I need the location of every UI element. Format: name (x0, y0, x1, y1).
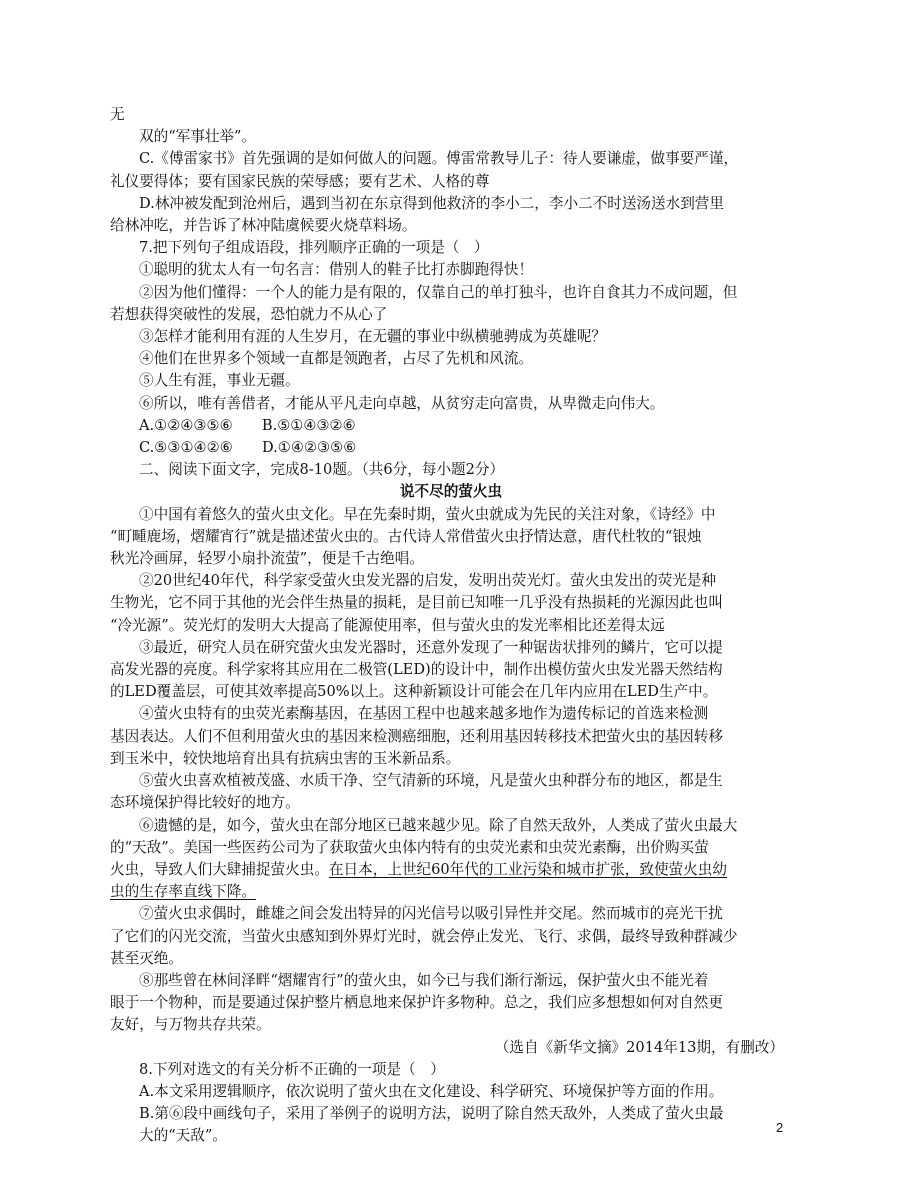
text-line-content: 8.下列对选文的有关分析不正确的一项是（ ） (139, 1060, 445, 1078)
text-line (110, 659, 792, 681)
text-line-content: ①中国有着悠久的萤火虫文化。早在先秦时期，萤火虫就成为先民的关注对象，《诗经》中 (139, 505, 716, 523)
text-line (110, 903, 792, 925)
text-line (110, 459, 792, 481)
text-line-content: 友好，与万物共存共荣。 (110, 1016, 271, 1034)
text-line (110, 1059, 792, 1081)
text-line-content: 高发光器的亮度。科学家将其应用在二极管(LED)的设计中，制作出模仿萤火虫发光器天然结构 (110, 661, 723, 679)
text-line-content: A.①②④③⑤⑥ B.⑤①④③②⑥ (139, 416, 356, 434)
text-line-content: ②20世纪40年代，科学家受萤火虫发光器的启发，发明出荧光灯。萤火虫发出的荧光是种 (139, 572, 717, 590)
text-line-content: ⑥所以，唯有善借者，才能从平凡走向卓越，从贫穷走向富贵，从卑微走向伟大。 (139, 394, 665, 412)
text-line (110, 992, 792, 1014)
text-line-content: ①聪明的犹太人有一句名言：借别人的鞋子比打赤脚跑得快！ (139, 261, 534, 279)
text-line-content: C.《傅雷家书》首先强调的是如何做人的问题。傅雷常教导儿子：待人要谦虚，做事要严谨， (139, 150, 739, 168)
text-line-content: “町畽鹿场，熠耀宵行”就是描述萤火虫的。古代诗人常借萤火虫抒情达意，唐代杜牧的“银烛 (110, 527, 702, 545)
text-line (110, 703, 792, 725)
text-line-content: D.林冲被发配到沧州后，遇到当初在东京得到他救济的李小二，李小二不时送汤送水到营里 (139, 194, 724, 212)
text-line (110, 215, 792, 237)
text-line-content: ③最近，研究人员在研究萤火虫发光器时，还意外发现了一种锯齿状排列的鳞片，它可以提 (139, 638, 723, 656)
text-line (110, 415, 792, 437)
text-line-content: 的“天敌”。美国一些医药公司为了获取萤火虫体内特有的虫荧光素和虫荧光素酶，出价购买萤 (110, 838, 709, 856)
text-line-content: 眼于一个物种，而是要通过保护整片栖息地来保护许多物种。总之，我们应多想想如何对自然更 (110, 994, 723, 1012)
text-line (110, 681, 792, 703)
text-line (110, 592, 792, 614)
text-line (110, 970, 792, 992)
text-line (110, 837, 792, 859)
text-line-content: 大的“天敌”。 (139, 1127, 227, 1145)
text-line (110, 193, 792, 215)
text-line (110, 570, 792, 592)
underlined-sentence: 在日本，上世纪60年代的工业污染和城市扩张，致使萤火虫幼 (328, 860, 727, 878)
text-line (110, 526, 792, 548)
text-line-content: A.本文采用逻辑顺序，依次说明了萤火虫在文化建设、科学研究、环境保护等方面的作用。 (139, 1082, 724, 1100)
text-line (110, 1103, 792, 1125)
text-line (110, 548, 792, 570)
page-number: 2 (776, 1120, 784, 1135)
text-line (110, 370, 792, 392)
text-line (110, 1014, 792, 1036)
text-line (110, 948, 792, 970)
text-line-content: ③怎样才能利用有涯的人生岁月，在无疆的事业中纵横驰骋成为英雄呢？ (139, 328, 607, 346)
text-line-content: 礼仪要得体；要有国家民族的荣辱感；要有艺术、人格的尊 (110, 172, 490, 190)
article-title (110, 481, 792, 503)
text-line (110, 926, 792, 948)
text-line (110, 326, 792, 348)
text-line (110, 615, 792, 637)
text-line-content: 火虫，导致人们大肆捕捉萤火虫。 (110, 860, 329, 878)
text-line-content: “冷光源”。荧光灯的发明大大提高了能源使用率，但与萤火虫的发光率相比还差得太远 (110, 616, 665, 634)
text-line (110, 126, 792, 148)
text-line-content: 无 (110, 106, 125, 123)
text-line (110, 859, 792, 881)
text-line-content: 生物光，它不同于其他的光会伴生热量的损耗，是目前已知唯一几乎没有热损耗的光源因此也叫 (110, 594, 723, 612)
text-line (110, 171, 792, 193)
text-line (110, 348, 792, 370)
text-line-content: 双的“军事壮举”。 (139, 128, 257, 146)
text-line (110, 748, 792, 770)
text-line (110, 393, 792, 415)
text-line (110, 1125, 792, 1147)
text-line (110, 770, 792, 792)
text-line (110, 881, 792, 903)
text-line (110, 1081, 792, 1103)
text-line (110, 104, 792, 126)
text-line (110, 304, 792, 326)
text-line-content: ②因为他们懂得：一个人的能力是有限的，仅靠自己的单打独斗，也许自食其力不成问题，但 (139, 283, 738, 301)
text-line (110, 637, 792, 659)
text-line-content: ⑤萤火虫喜欢植被茂盛、水质干净、空气清新的环境，凡是萤火虫种群分布的地区，都是生 (139, 772, 723, 790)
source-citation (110, 1037, 792, 1059)
text-line (110, 282, 792, 304)
text-line-content: 给林冲吃，并告诉了林冲陆虞候要火烧草料场。 (110, 217, 417, 235)
text-line (110, 148, 792, 170)
text-line (110, 792, 792, 814)
text-line (110, 237, 792, 259)
underlined-sentence: 虫的生存率直线下降。 (110, 883, 256, 901)
text-line-content: 说不尽的萤火虫 (399, 483, 503, 501)
document-page (110, 104, 792, 1148)
text-line-content: ⑥遗憾的是，如今，萤火虫在部分地区已越来越少见。除了自然天敌外，人类成了萤火虫最大 (139, 816, 738, 834)
text-line-content: 若想获得突破性的发展，恐怕就力不从心了 (110, 305, 388, 323)
text-line-content: 秋光冷画屏，轻罗小扇扑流萤”，便是千古绝唱。 (110, 550, 424, 568)
text-line-content: 的LED覆盖层，可使其效率提高50%以上。这种新颖设计可能会在几年内应用在LED生产中。 (110, 683, 718, 701)
text-line-content: ④萤火虫特有的虫荧光素酶基因，在基因工程中也越来越多地作为遗传标记的首选来检测 (139, 705, 709, 723)
text-line-content: 甚至灭绝。 (110, 949, 183, 967)
text-line (110, 504, 792, 526)
text-line-content: ⑤人生有涯，事业无疆。 (139, 372, 300, 390)
text-line-content: C.⑤③①④②⑥ D.①④②③⑤⑥ (139, 439, 357, 457)
text-line-content: （选自《新华文摘》2014年13期，有删改） (494, 1038, 784, 1056)
text-line-content: 到玉米中，较快地培育出具有抗病虫害的玉米新品系。 (110, 749, 461, 767)
text-line (110, 437, 792, 459)
text-line-content: 7.把下列句子组成语段，排列顺序正确的一项是（ ） (139, 239, 489, 257)
text-line (110, 815, 792, 837)
text-line-content: ⑦萤火虫求偶时，雌雄之间会发出特异的闪光信号以吸引异性并交尾。然而城市的亮光干扰 (139, 905, 723, 923)
text-line-content: 态环境保护得比较好的地方。 (110, 794, 300, 812)
text-line-content: 基因表达。人们不但利用萤火虫的基因来检测癌细胞，还利用基因转移技术把萤火虫的基因转移 (110, 727, 723, 745)
text-line (110, 259, 792, 281)
text-line-content: B.第⑥段中画线句子，采用了举例子的说明方法，说明了除自然天敌外，人类成了萤火虫最 (139, 1105, 724, 1123)
text-line-content: 二、阅读下面文字，完成8-10题。（共6分，每小题2分） (139, 461, 505, 479)
text-line-content: 了它们的闪光交流，当萤火虫感知到外界灯光时，就会停止发光、飞行、求偶，最终导致种群减少 (110, 927, 738, 945)
text-line-content: ⑧那些曾在林间泽畔“熠耀宵行”的萤火虫，如今已与我们渐行渐远，保护萤火虫不能光着 (139, 971, 709, 989)
text-line-content: ④他们在世界多个领域一直都是领跑者，占尽了先机和风流。 (139, 350, 534, 368)
text-line (110, 726, 792, 748)
